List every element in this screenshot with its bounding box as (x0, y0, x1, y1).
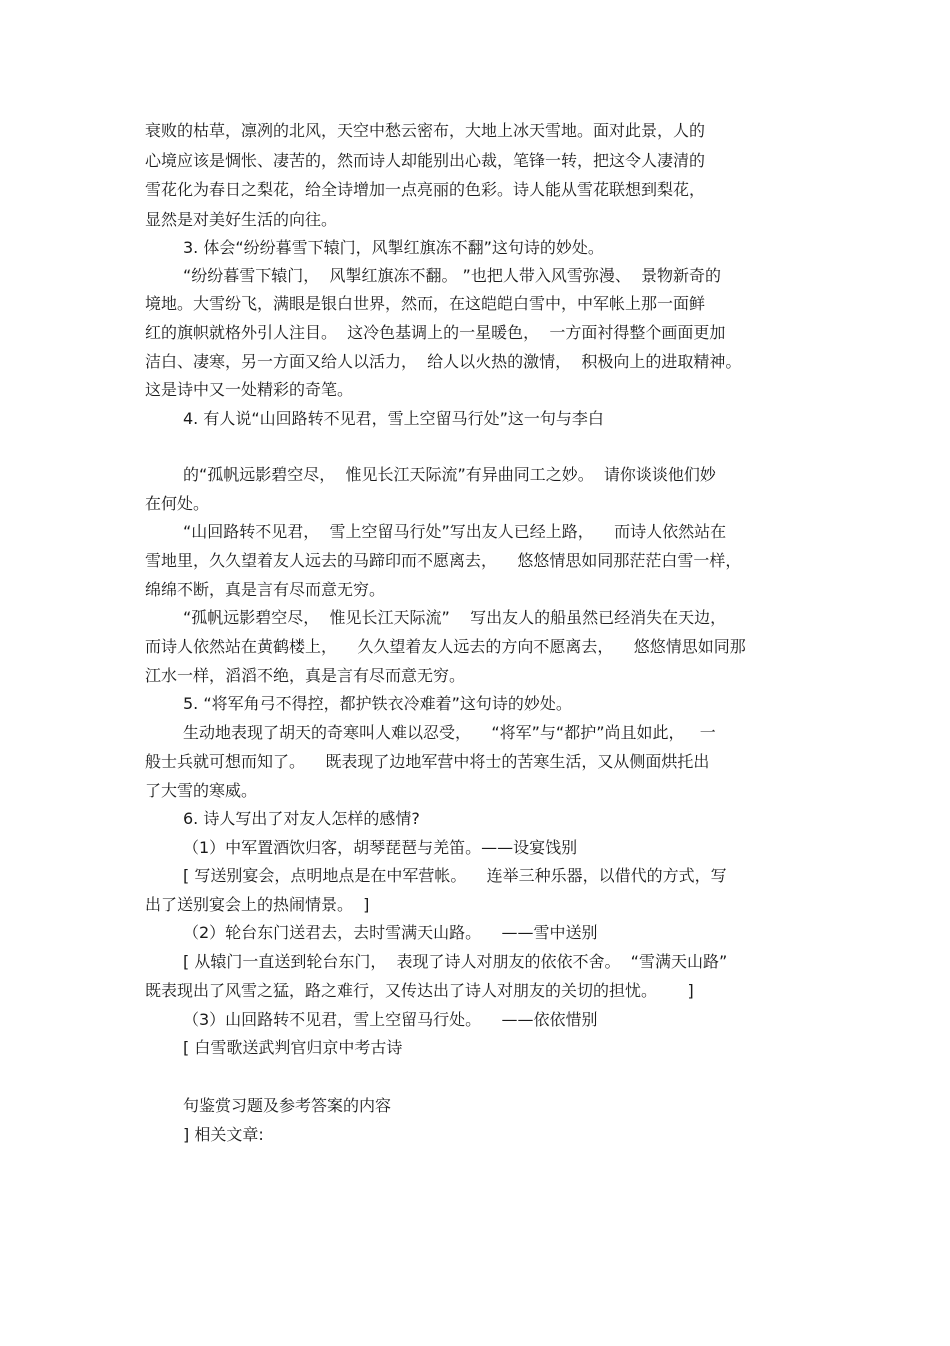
text-line: （3）山回路转不见君，雪上空留马行处。 ——依依惜别 (183, 1010, 598, 1029)
text-line: 般士兵就可想而知了。 既表现了边地军营中将士的苦寒生活，又从侧面烘托出 (145, 752, 710, 771)
text-line: 境地。大雪纷飞，满眼是银白世界，然而，在这皑皑白雪中，中军帐上那一面鲜 (145, 294, 706, 313)
text-line: 句鉴赏习题及参考答案的内容 (183, 1096, 392, 1115)
question-heading-3: 3. 体会“纷纷暮雪下辕门，风掣红旗冻不翻”这句诗的妙处。 (183, 238, 604, 257)
text-line: 雪花化为春日之梨花，给全诗增加一点亮丽的色彩。诗人能从雪花联想到梨花， (145, 180, 706, 199)
text-line: “山回路转不见君， 雪上空留马行处”写出友人已经上路， 而诗人依然站在 (183, 522, 727, 541)
text-line: 既表现出了风雪之猛，路之难行，又传达出了诗人对朋友的关切的担忧。 ] (145, 981, 694, 1000)
text-line: 了大雪的寒威。 (145, 781, 258, 800)
text-line: 绵绵不断，真是言有尽而意无穷。 (145, 580, 386, 599)
text-line: [ 写送别宴会，点明地点是在中军营帐。 连举三种乐器，以借代的方式，写 (183, 866, 727, 885)
question-heading-5: 5. “将军角弓不得控，都护铁衣冷难着”这句诗的妙处。 (183, 694, 572, 713)
text-line: 而诗人依然站在黄鹤楼上， 久久望着友人远去的方向不愿离去， 悠悠情思如同那 (145, 637, 746, 656)
text-line: 红的旗帜就格外引人注目。 这冷色基调上的一星暖色， 一方面衬得整个画面更加 (145, 323, 726, 342)
text-line: 生动地表现了胡天的奇寒叫人难以忍受， “将军”与“都护”尚且如此， 一 (183, 723, 716, 742)
text-line: 衰败的枯草，凛冽的北风，天空中愁云密布，大地上冰天雪地。面对此景，人的 (145, 121, 706, 140)
text-line: “纷纷暮雪下辕门， 风掣红旗冻不翻。 ”也把人带入风雪弥漫、 景物新奇的 (183, 266, 722, 285)
text-line: （1）中军置酒饮归客，胡琴琵琶与羌笛。——设宴饯别 (183, 838, 578, 857)
text-line: 雪地里，久久望着友人远去的马蹄印而不愿离去， 悠悠情思如同那茫茫白雪一样， (145, 551, 742, 570)
text-line: 心境应该是惆怅、凄苦的，然而诗人却能别出心裁，笔锋一转，把这令人凄清的 (145, 151, 706, 170)
question-heading-4: 4. 有人说“山回路转不见君，雪上空留马行处”这一句与李白 (183, 409, 604, 428)
text-line: [ 从辕门一直送到轮台东门， 表现了诗人对朋友的依依不舍。 “雪满天山路” (183, 952, 728, 971)
question-heading-6: 6. 诗人写出了对友人怎样的感情? (183, 809, 420, 828)
text-line: 洁白、凄寒，另一方面又给人以活力， 给人以火热的激情， 积极向上的进取精神。 (145, 352, 742, 371)
text-line: 这是诗中又一处精彩的奇笔。 (145, 380, 354, 399)
text-line: 的“孤帆远影碧空尽， 惟见长江天际流”有异曲同工之妙。 请你谈谈他们妙 (183, 465, 716, 484)
text-line: 在何处。 (145, 494, 210, 513)
text-line: [ 白雪歌送武判官归京中考古诗 (183, 1038, 403, 1057)
text-line: （2）轮台东门送君去，去时雪满天山路。 ——雪中送别 (183, 923, 598, 942)
related-articles-label: ] 相关文章: (183, 1125, 264, 1144)
text-line: 出了送别宴会上的热闹情景。 ] (145, 895, 370, 914)
text-line: 江水一样，滔滔不绝，真是言有尽而意无穷。 (145, 666, 466, 685)
text-line: “孤帆远影碧空尽， 惟见长江天际流” 写出友人的船虽然已经消失在天边， (183, 608, 727, 627)
text-line: 显然是对美好生活的向往。 (145, 210, 338, 229)
